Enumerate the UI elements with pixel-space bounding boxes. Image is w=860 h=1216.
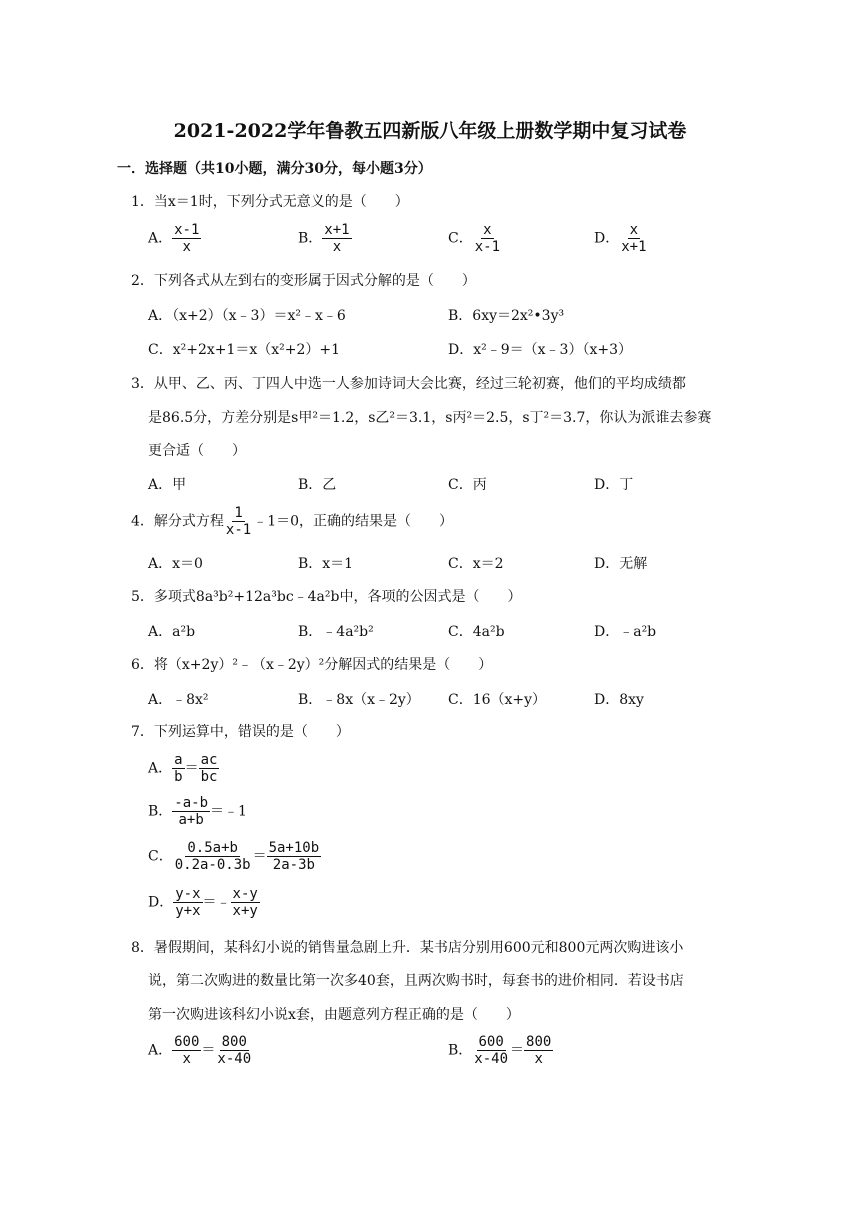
question-5-stem: 5．多项式8a³b²+12a³bc﹣4a²b中，各项的公因式是（ ） — [131, 589, 522, 605]
q3-option-c: C．丙 — [448, 477, 487, 493]
q4-option-b: B．x＝1 — [298, 556, 354, 572]
q8-option-b: B． $\frac{600}{x-40}$ ＝ $\frac{800}{x}$ — [448, 1034, 552, 1067]
q5-option-c: C．4a²b — [448, 624, 505, 640]
q4-option-a: A．x＝0 — [148, 556, 203, 572]
q6-option-c: C．16（x+y） — [448, 692, 547, 708]
question-4-stem: 4．解分式方程 $\frac{1}{x-1}$ ﹣1＝0，正确的结果是（ ） — [131, 505, 454, 538]
q7-option-c: C． $\frac{0.5a+b}{0.2a-0.3b}$ ＝ $\frac{5a+10b}{2a-3b}$ — [148, 840, 320, 873]
q5-option-a: A．a²b — [148, 624, 196, 640]
q8-option-a: A． $\frac{600}{x}$ ＝ $\frac{800}{x-40}$ — [148, 1034, 252, 1067]
q5-option-d: D．﹣a²b — [594, 624, 657, 640]
q2-option-b: B．6xy＝2x²•3y³ — [448, 308, 565, 324]
q1-option-d: D． $\frac{x}{x+1}$ — [594, 222, 647, 255]
q7-option-b: B． $\frac{-a-b}{a+b}$ ＝﹣1 — [148, 795, 247, 828]
q1-option-a: A． $\frac{x-1}{x}$ — [148, 222, 200, 255]
question-3-line-3: 更合适（ ） — [148, 443, 246, 459]
question-2-stem: 2．下列各式从左到右的变形属于因式分解的是（ ） — [131, 273, 476, 289]
question-1-stem: 1．当x＝1时，下列分式无意义的是（ ） — [131, 194, 409, 210]
q5-option-b: B．﹣4a²b² — [298, 624, 374, 640]
q1-option-c: C． $\frac{x}{x-1}$ — [448, 222, 501, 255]
q7-option-d: D． $\frac{y-x}{y+x}$ ＝﹣ $\frac{x-y}{x+y}$ — [148, 886, 258, 919]
q2-option-c: C．x²+2x+1＝x（x²+2）+1 — [148, 342, 341, 358]
q2-option-d: D．x²﹣9＝（x﹣3）（x+3） — [448, 342, 632, 358]
page-title: 2021-2022学年鲁教五四新版八年级上册数学期中复习试卷 — [173, 120, 687, 142]
q3-option-d: D．丁 — [594, 477, 634, 493]
q6-option-b: B．﹣8x（x﹣2y） — [298, 692, 420, 708]
question-8-line-1: 8．暑假期间，某科幻小说的销售量急剧上升．某书店分别用600元和800元两次购进该小 — [131, 940, 684, 956]
q3-option-b: B．乙 — [298, 477, 337, 493]
q7-option-a: A． $\frac{a}{b}$ ＝ $\frac{ac}{bc}$ — [148, 752, 218, 785]
question-8-line-2: 说，第二次购进的数量比第一次多40套，且两次购书时，每套书的进价相同．若设书店 — [148, 973, 684, 989]
question-3-line-2: 是86.5分，方差分别是s甲²＝1.2，s乙²＝3.1，s丙²＝2.5，s丁²＝3.7，你认为派谁去参赛 — [148, 410, 712, 426]
q2-option-a: A．（x+2）（x﹣3）＝x²﹣x﹣6 — [148, 308, 346, 324]
q4-option-d: D．无解 — [594, 556, 648, 572]
question-8-line-3: 第一次购进该科幻小说x套，由题意列方程正确的是（ ） — [148, 1007, 520, 1023]
q3-option-a: A．甲 — [148, 477, 187, 493]
q1-option-b: B． $\frac{x+1}{x}$ — [298, 222, 350, 255]
section-heading: 一．选择题（共10小题，满分30分，每小题3分） — [117, 161, 432, 177]
question-7-stem: 7．下列运算中，错误的是（ ） — [131, 724, 350, 740]
q6-option-a: A．﹣8x² — [148, 692, 209, 708]
question-6-stem: 6．将（x+2y）²﹣（x﹣2y）²分解因式的结果是（ ） — [131, 657, 493, 673]
q4-option-c: C．x＝2 — [448, 556, 504, 572]
question-3-line-1: 3．从甲、乙、丙、丁四人中选一人参加诗词大会比赛，经过三轮初赛，他们的平均成绩都 — [131, 376, 686, 392]
q6-option-d: D．8xy — [594, 692, 644, 708]
